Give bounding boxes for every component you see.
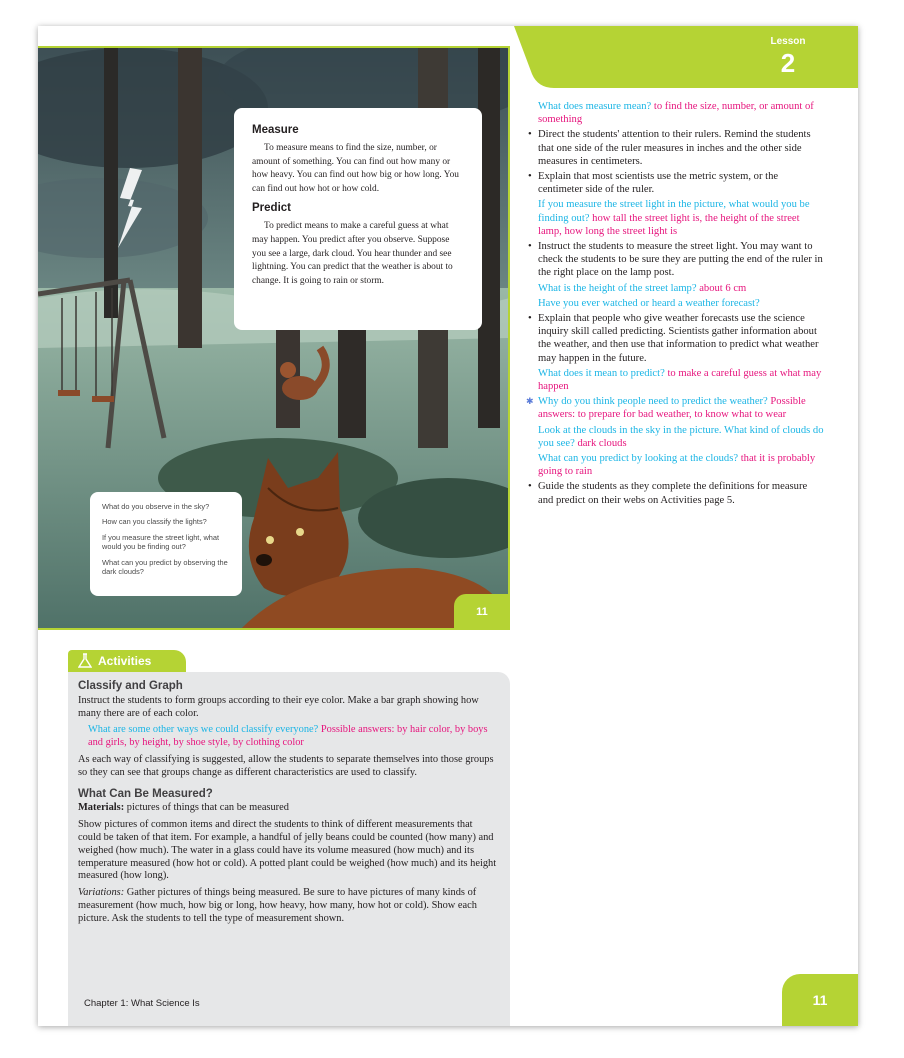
note-question-measure: What does measure mean? to find the size, number, or amount of something [538,101,814,126]
note-question-predict-clouds: What can you predict by looking at the clouds? that it is probably going to rain [538,453,816,478]
note-bullet-metric: • Explain that most scientists use the metric system, or the centimeter side of the ruler. [538,170,824,196]
lesson-number: 2 [780,48,796,78]
measure-definition: To measure means to find the size, number, or amount of something. You can find out how many or how heavy. You can find out how big or how long. You can find out how hot or how cold. [252,143,459,194]
lesson-tab [514,26,858,88]
note-question-predict-meaning: What does it mean to predict? to make a careful guess at what may happen [538,367,822,393]
picture-question-1: What do you observe in the sky? [102,502,210,511]
note-bullet-measure-light: • Instruct the students to measure the street light. You may want to check the students to be sure they are putting the end of the ruler in the right place on the lamp post. [538,240,824,280]
note-bullet-webs: • Guide the students as they complete the definitions for measure and predict on their webs on Activities page 5. [538,480,824,506]
chapter-footer: Chapter 1: What Science Is [84,998,200,1009]
measure-title: Measure [252,124,299,136]
page-number: 11 [782,974,858,1026]
activity-text-classify: Instruct the students to form groups according to their eye color. Make a bar graph showing how many there are of each color. [78,694,479,719]
activity-text-groups: As each way of classifying is suggested, allow the students to separate themselves into those groups so they can see that groups change as different characteristics are used to classify. [78,753,494,778]
note-question-height: What is the height of the street lamp? about 6 cm [538,282,747,294]
activities-tab [68,650,186,672]
student-page-number: 11 [454,594,510,630]
predict-definition: To predict means to make a careful guess at what may happen. You predict after you observe. Suppose you see a large, dark cloud. You hear thunder and see lightning. You can predict that the weather is about to change. It is going to rain or storm. [252,221,453,286]
note-bullet-rulers: • Direct the students' attention to their rulers. Remind the students that one side of the ruler measures in inches and the other side measures in centimeters. [538,128,824,168]
note-bullet-predicting: • Explain that people who give weather forecasts use the science inquiry skill called predicting. Scientists gather information about the weather, and then use that information to predict what weather may happen in the future. [538,312,824,365]
note-question-clouds: Look at the clouds in the sky in the picture. What kind of clouds do you see? dark clouds [538,424,824,449]
activity-title-classify: Classify and Graph [78,680,183,692]
activities-box [68,672,510,1026]
picture-questions-box [90,492,242,596]
activities-label: Activities [98,654,152,668]
activity-variations: Variations: Gather pictures of things being measured. Be sure to have pictures of many kinds of measurement (how much, how big or long, how heavy, how many, how hot or cold). Show each picture. Ask the students to tell the type of measurement shown. [78,887,477,924]
note-question-why-predict: ✱ Why do you think people need to predict the weather? Possible answers: to prepare for bad weather, to know what to wear [526,396,806,421]
picture-question-2: How can you classify the lights? [102,517,207,527]
picture-question-3: If you measure the street light, what would you be finding out? [102,532,220,552]
definitions-callout [234,108,482,330]
activity-text-measured: Show pictures of common items and direct the students to think of different measurements that could be taken of that item. For example, a handful of jelly beans could be counted (how many) and weighed (how much). The water in a glass could have its volume measured (how much) and its temperature measured (how hot or cold). A potted plant could be weighed (how much) and its height measured (how long). [78,819,497,882]
teacher-notes-column [528,100,824,509]
note-question-forecast: Have you ever watched or heard a weather forecast? [538,297,760,309]
flask-icon [78,653,92,669]
forest-storm-illustration [38,46,510,630]
note-question-street-light: If you measure the street light in the picture, what would you be finding out? how tall the street light is, the height of the street lamp, how long the street light is [538,199,810,237]
activity-title-measured: What Can Be Measured? [78,787,213,800]
activity-materials: Materials: pictures of things that can be measured [78,802,289,814]
activity-question-classify: What are some other ways we could classify everyone? Possible answers: by hair color, by boys and girls, by height, by shoe style, by clothing color [88,724,488,749]
discussion-icon: ✱ [526,396,534,407]
lesson-label: Lesson [770,36,806,47]
picture-question-4: What can you predict by observing the dark clouds? [102,557,228,577]
book-page [38,26,858,1026]
predict-title: Predict [252,202,291,215]
